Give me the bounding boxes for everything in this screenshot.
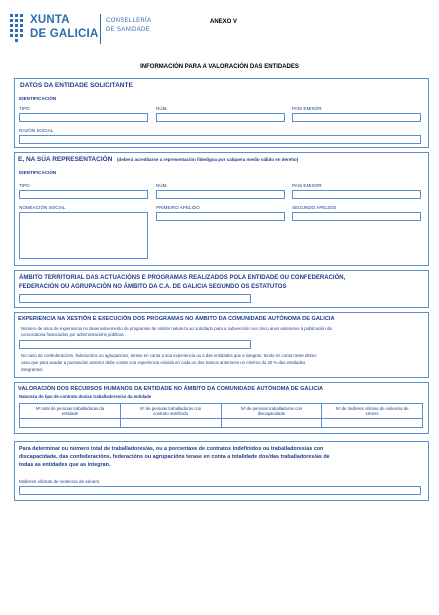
confederation-note-line2: caso que para acadar a puntuación anterior debe contar coa experiencia exixida en cada un dos tramos anteriores un mínimo do 20 % das entidades: [21, 360, 306, 365]
issuing-country-label: PAÍS EMISOR: [292, 183, 322, 188]
social-name-field[interactable]: [19, 212, 148, 259]
annex-label: ANEXO V: [210, 19, 238, 25]
first-surname-label: PRIMEIRO APELIDO: [156, 205, 200, 210]
section-worker-count-note: [14, 441, 429, 501]
logo-text-line1: XUNTA: [30, 14, 70, 26]
document-title: INFORMACIÓN PARA A VALORACIÓN DAS ENTIDADES: [140, 64, 299, 70]
logo-text-line2: DE GALICIA: [30, 28, 99, 40]
section-title: VALORACIÓN DOS RECURSOS HUMANOS DA ENTIDADE NO ÁMBITO DA COMUNIDADE AUTÓNOMA DE GALICIA: [18, 386, 324, 392]
note-line2: discapacidade, das confederacións, federacións ou agrupacións terase en conta a totalidade dos/das traballadores/as de: [19, 454, 330, 460]
type-field[interactable]: [19, 190, 148, 199]
number-label: NÚM.: [156, 183, 168, 188]
gender-violence-label: Mulleres vítimas de violencia de xénero: [19, 479, 100, 484]
social-name-label: NOMEACIÓN SOCIAL: [19, 205, 66, 210]
type-label: TIPO: [19, 183, 30, 188]
human-resources-table: [19, 403, 423, 428]
first-surname-field[interactable]: [156, 212, 285, 221]
logo-divider: [100, 14, 101, 44]
table-row: [20, 419, 423, 428]
department-line2: DE SANIDADE: [106, 27, 150, 33]
number-field[interactable]: [156, 113, 285, 122]
section-title: EXPERIENCIA NA XESTIÓN E EXECUCIÓN DOS PROGRAMAS NO ÁMBITO DA COMUNIDADE AUTÓNOMA DE GALICIA: [18, 316, 335, 322]
type-field[interactable]: [19, 113, 148, 122]
issuing-country-label: PAÍS EMISOR: [292, 106, 322, 111]
territorial-scope-field[interactable]: [19, 294, 251, 303]
company-name-label: RAZÓN SOCIAL: [19, 128, 54, 133]
header-gender-violence: Nº de mulleres vítimas de violencia de xénero: [322, 404, 423, 419]
type-label: TIPO: [19, 106, 30, 111]
header-disability: Nº de persoas traballadoras con discapacidade: [221, 404, 322, 419]
total-workers-field[interactable]: [20, 419, 121, 428]
indefinite-contract-field[interactable]: [120, 419, 221, 428]
department-line1: CONSELLERÍA: [106, 18, 152, 24]
contract-type-label: Natureza do tipo de contrato dos/as traballadores/as da entidade: [19, 394, 152, 399]
experience-text-line1: Número de anos de experiencia no desenvolvemento de programas de similar natureza ao solicitado para a subvención nos cinco anos anteriores á publicación da: [21, 326, 332, 331]
gender-violence-field[interactable]: [322, 419, 423, 428]
confederation-note-line1: No caso de confederacións, federacións ou agrupacións, terase en conta a súa experiencia ou a das entidades que a integran, tendo en conta neste último: [21, 353, 317, 358]
section-title-line1: ÁMBITO TERRITORIAL DAS ACTUACIÓNS E PROGRAMAS REALIZADOS POLA ENTIDADE OU CONFEDERACIÓN,: [19, 275, 346, 281]
company-name-field[interactable]: [19, 135, 421, 144]
section-human-resources: [14, 382, 429, 434]
representation-note: (deberá acreditarse a representación fidedigna por calquera medio válido en dereito): [117, 157, 299, 162]
second-surname-field[interactable]: [292, 212, 421, 221]
identification-label: IDENTIFICACIÓN: [19, 96, 57, 101]
disability-field[interactable]: [221, 419, 322, 428]
issuing-country-field[interactable]: [292, 190, 421, 199]
note-line1: Para determinar ou número total de traballadores/as, ou a porcentaxe de contratos indefinidos ou traballadores/as con: [19, 446, 324, 452]
number-field[interactable]: [156, 190, 285, 199]
logo-mark-icon: [10, 14, 24, 44]
gender-violence-women-field[interactable]: [19, 486, 421, 495]
section-experience: [14, 312, 429, 378]
section-territorial-scope: [14, 270, 429, 308]
note-line3: todas as entidades que as integran.: [19, 462, 111, 468]
issuing-country-field[interactable]: [292, 113, 421, 122]
section-representative: [14, 152, 429, 266]
section-title: DATOS DA ENTIDADE SOLICITANTE: [20, 82, 133, 89]
section-title-line2: FEDERACIÓN OU AGRUPACIÓN NO ÁMBITO DA C.A. DE GALICIA SEGUNDO OS ESTATUTOS: [19, 284, 287, 290]
number-label: NÚM.: [156, 106, 168, 111]
xunta-logo: [10, 12, 170, 48]
confederation-note-line3: integrantes.: [21, 367, 44, 372]
second-surname-label: SEGUNDO APELIDO: [292, 205, 337, 210]
header-indefinite-contract: Nº de persoas traballadoras con contrato indefinido: [120, 404, 221, 419]
header-total-workers: Nº total de persoas traballadoras da entidade: [20, 404, 121, 419]
experience-years-field[interactable]: [19, 340, 251, 349]
experience-text-line2: convocatoria financiados por administracións públicas: [21, 332, 124, 337]
table-header-row: [20, 404, 423, 419]
section-title: E, NA SÚA REPRESENTACIÓN: [18, 156, 113, 163]
section-applicant-data: [14, 78, 429, 148]
identification-label: IDENTIFICACIÓN: [19, 170, 57, 175]
